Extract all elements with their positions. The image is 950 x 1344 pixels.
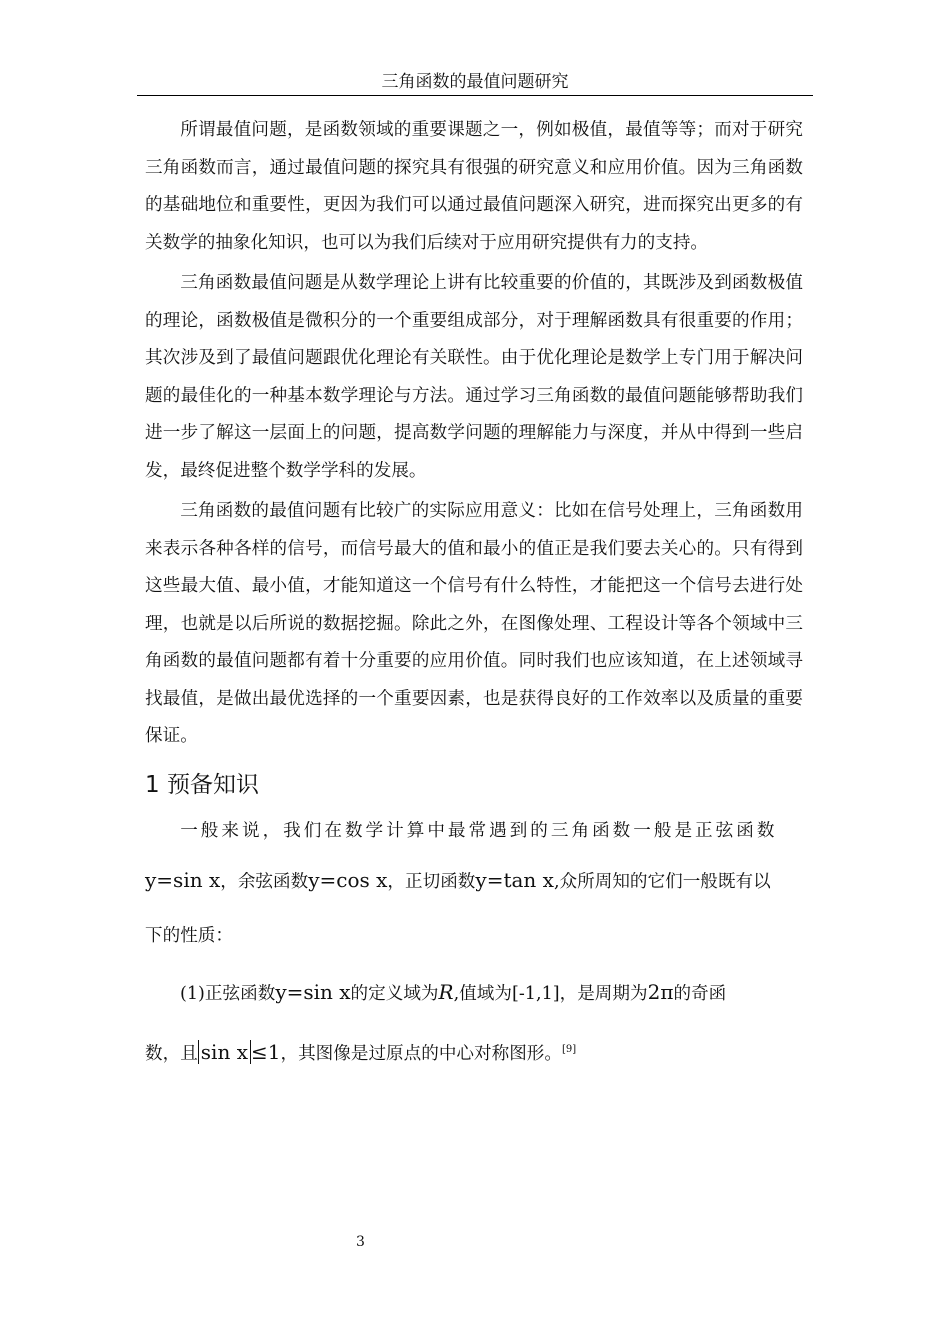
property-1-line-1	[145, 962, 803, 1022]
properties-line: 下的性质：	[145, 925, 233, 946]
text-domain: 的定义域为	[350, 983, 439, 1004]
citation-reference: [9]	[561, 1043, 577, 1055]
section-lead-text: 一般来说，我们在数学计算中最常遇到的三角函数一般是正弦函数	[180, 820, 778, 841]
property-1-line-2	[145, 1022, 803, 1082]
paragraph-1: 所谓最值问题，是函数领域的重要课题之一，例如极值，最值等等；而对于研究三角函数而言，通过最值问题的探究具有很强的研究意义和应用价值。因为三角函数的基础地位和重要性，更因为我们可以通过最值问题深入研究，进而探究出更多的有关数学的抽象化知识，也可以为我们后续对于应用研究提供有力的支持。	[145, 120, 803, 253]
text-properties-intro: ,众所周知的它们一般既有以	[553, 871, 771, 892]
text-and: 数，且	[145, 1043, 198, 1064]
text-tangent-intro: ，正切函数	[387, 871, 476, 892]
text-cosine-intro: ，余弦函数	[220, 871, 309, 892]
bound-formula: ≤1	[250, 1039, 281, 1064]
sine-formula: y=sin x	[145, 867, 221, 892]
abs-sine-formula: sin x	[198, 1040, 251, 1064]
page-header-title: 三角函数的最值问题研究	[381, 72, 569, 92]
text-range-period: ,值域为[-1,1]，是周期为	[453, 983, 648, 1004]
real-set-symbol: R	[438, 979, 454, 1004]
text-symmetry: ，其图像是过原点的中心对称图形。	[280, 1043, 562, 1064]
tangent-formula: y=tan x	[475, 867, 554, 892]
function-list-line	[145, 850, 803, 910]
document-body	[145, 112, 803, 1082]
header-divider	[137, 95, 813, 96]
cosine-formula: y=cos x	[308, 867, 388, 892]
paragraph-2: 三角函数最值问题是从数学理论上讲有比较重要的价值的，其既涉及到函数极值的理论，函数极值是微积分的一个重要组成部分，对于理解函数具有很重要的作用；其次涉及到了最值问题跟优化理论有关联性。由于优化理论是数学上专门用于解决问题的最佳化的一种基本数学理论与方法。通过学习三角函数的最值问题能够帮助我们进一步了解这一层面上的问题，提高数学问题的理解能力与深度，并从中得到一些启发，最终促进整个数学学科的发展。	[145, 273, 803, 481]
period-symbol: 2π	[647, 979, 674, 1004]
text-odd-function: 的奇函	[673, 983, 727, 1004]
page-number: 3	[356, 1234, 365, 1250]
paragraph-3: 三角函数的最值问题有比较广的实际应用意义：比如在信号处理上，三角函数用来表示各种各样的信号，而信号最大的值和最小的值正是我们要去关心的。只有得到这些最大值、最小值，才能知道这一个信号有什么特性，才能把这一个信号去进行处理，也就是以后所说的数据挖掘。除此之外，在图像处理、工程设计等各个领域中三角函数的最值问题都有着十分重要的应用价值。同时我们也应该知道，在上述领域寻找最值，是做出最优选择的一个重要因素，也是获得良好的工作效率以及质量的重要保证。	[145, 501, 803, 746]
sine-formula-property: y=sin x	[275, 979, 351, 1004]
section-heading: 1 预备知识	[145, 771, 259, 798]
text-property-1-label: (1)正弦函数	[180, 983, 276, 1004]
